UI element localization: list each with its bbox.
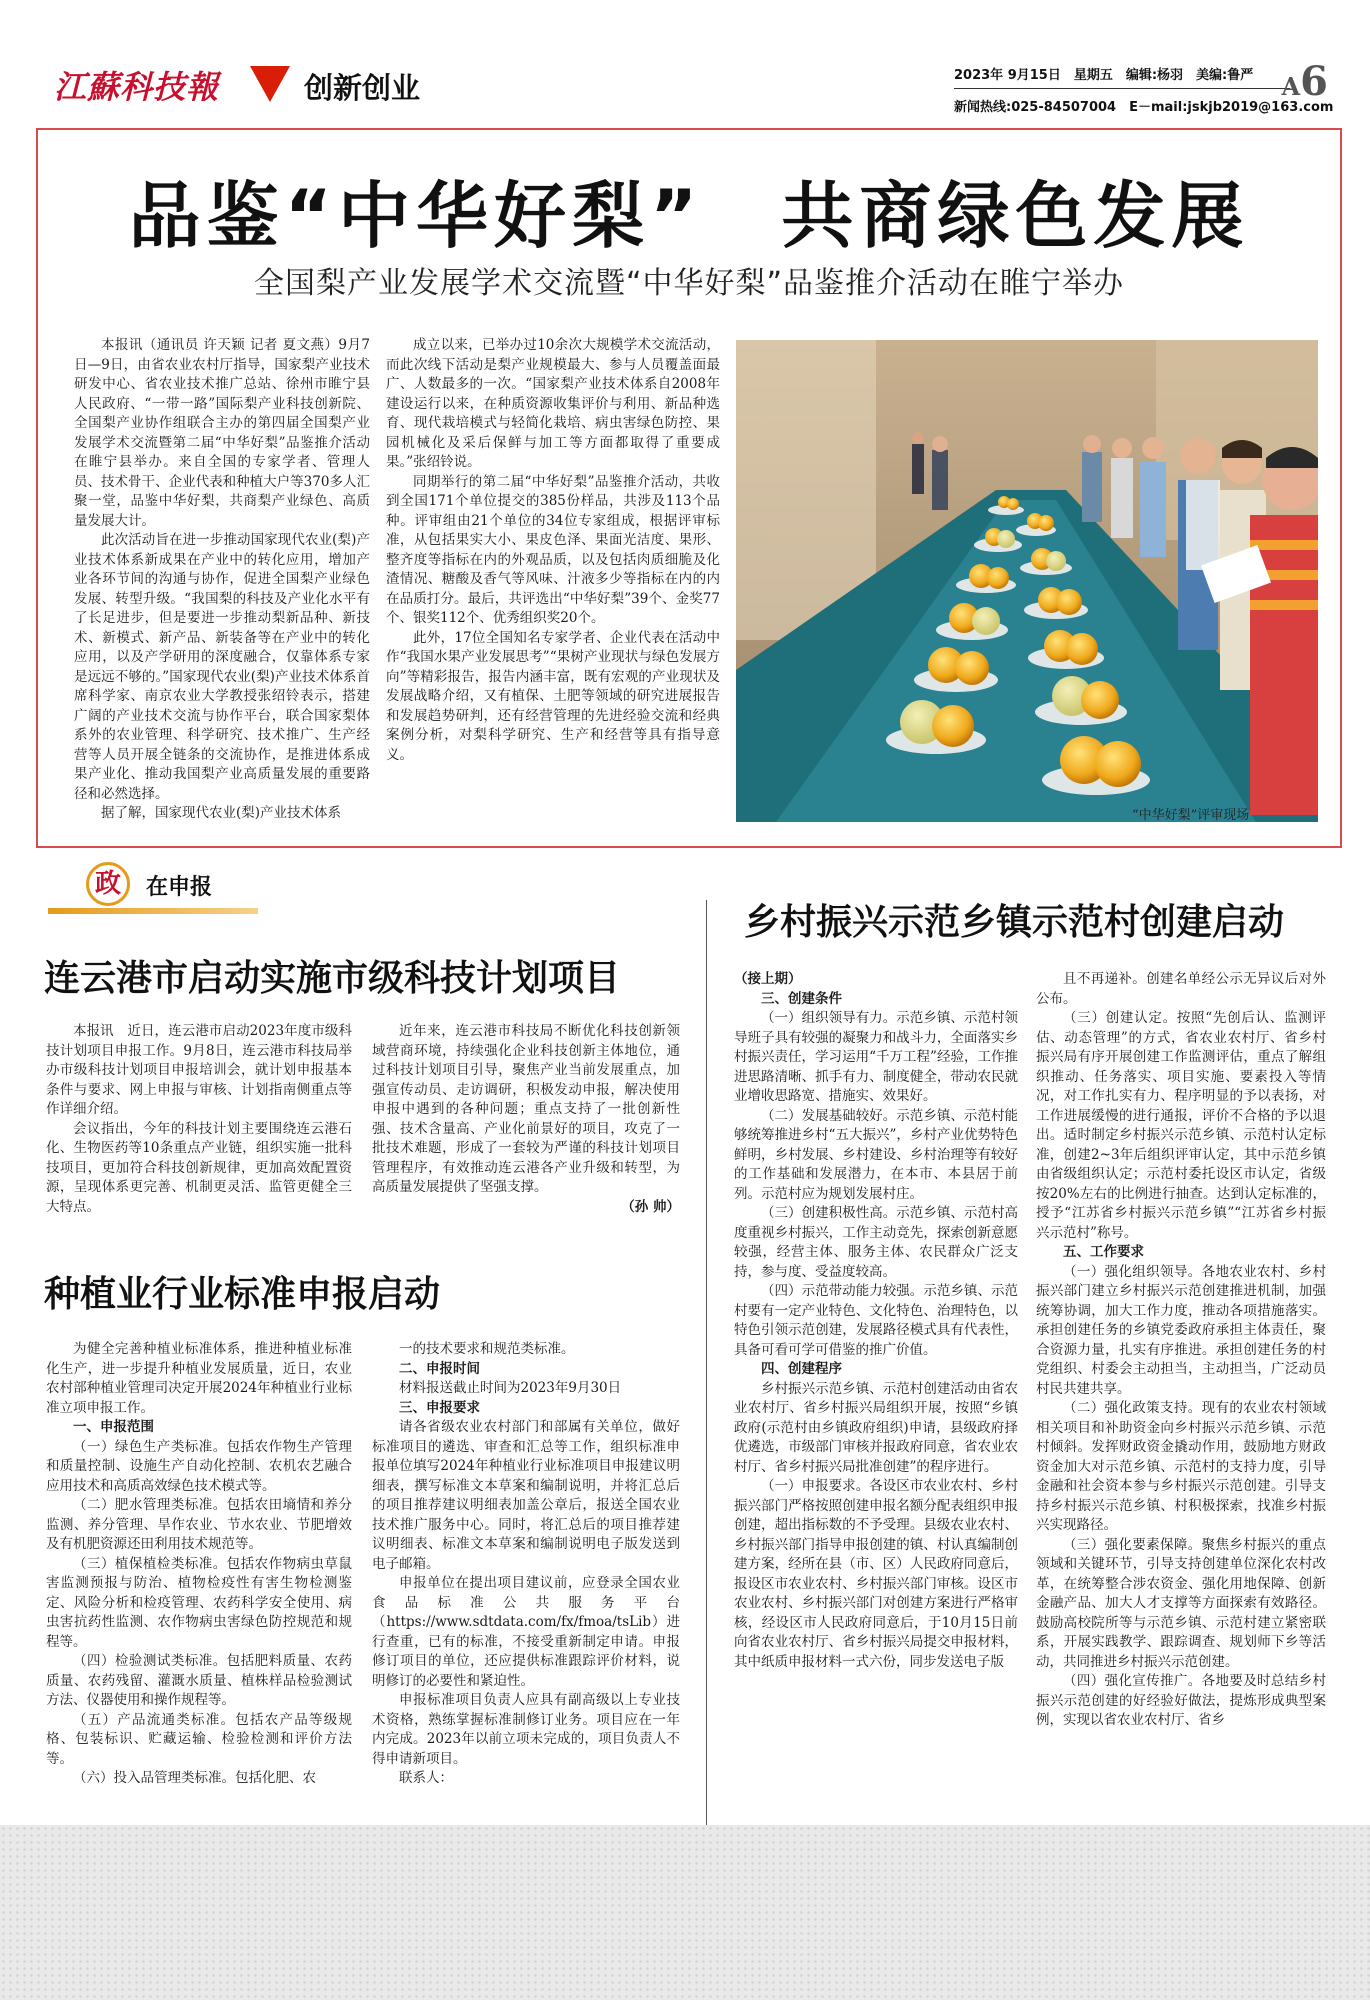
paragraph: （三）植保植检类标准。包括农作物病虫草鼠害监测预报与防治、植物检疫性有害生物检测鉴定、风险分析和检疫管理、农药科学安全使用、病虫害抗药性监测、农作物病虫害绿色防控规范和规程等。 [46,1555,352,1650]
column-badge [48,862,258,918]
paragraph: 为健全完善种植业标准体系，推进种植业标准化生产，进一步提升种植业发展质量，近日，农业农村部种植业管理司决定开展2024年种植业行业标准立项申报工作。 [46,1341,352,1416]
column-divider [706,900,707,1830]
paragraph: 申报标准项目负责人应具有副高级以上专业技术资格，熟练掌握标准制修订业务。项目应在一年内完成。2023年以前立项未完成的，项目负责人不得申请新项目。 [372,1692,680,1767]
paragraph: 同期举行的第二届“中华好梨”品鉴推介活动，共收到全国171个单位提交的385份样品，共涉及113个品种。评审组由21个单位的34位专家组成，根据评审标准，从包括果实大小、果皮色泽、果面光洁度、果形、整齐度等指标在内的外观品质，以及包括肉质细脆及化渣情况、糖酸及香气等风味、汁液多少等指标在内的内在品质打分。最后，共评选出“中华好梨”39个、金奖77个、银奖112个、优秀组织奖20个。 [386,473,720,626]
section-heading: 五、工作要求 [1063,1244,1144,1260]
page-number-digit: 6 [1300,58,1328,105]
paragraph: （一）绿色生产类标准。包括农作物生产管理和质量控制、设施生产自动化控制、农机农艺融合应用技术和高质高效绿色技术模式等。 [46,1438,352,1494]
paragraph: （一）强化组织领导。各地农业农村、乡村振兴部门建立乡村振兴示范创建推进机制，加强统筹协调，加大工作力度，推动各项措施落实。承担创建任务的乡镇党委政府承担主体责任，聚合资源力量，扎实有序推进。承担创建任务的村党组织、村委会主动担当，主动担当，广泛动员村民共建共享。 [1036,1263,1326,1397]
paragraph: （四）强化宣传推广。各地要及时总结乡村振兴示范创建的好经验好做法，提炼形成典型案例，实现以省农业农村厅、省乡 [1036,1673,1326,1728]
feature-article-box [36,128,1342,848]
page-letter: A [1281,72,1301,101]
feature-column-2 [386,336,720,822]
paragraph: 一的技术要求和规范类标准。 [399,1341,575,1357]
section-heading: 四、创建程序 [761,1361,842,1377]
paragraph: 材料报送截止时间为2023年9月30日 [399,1380,622,1396]
paragraph: （二）发展基础较好。示范乡镇、示范村能够统筹推进乡村“五大振兴”，乡村产业优势特色鲜明，乡村发展、乡村建设、乡村治理等有较好的工作基础和发展潜力，在本市、本县居于前列。示范村应为规划发展村庄。 [734,1107,1018,1202]
rural-headline: 乡村振兴示范乡镇示范村创建启动 [744,902,1285,943]
section-heading: 三、创建条件 [761,990,842,1007]
paragraph: 联系人： [399,1770,453,1786]
lyg-column-2 [372,1022,680,1230]
paper-name-logo: 江蘇科技報 [54,68,220,106]
paragraph: （三）创建积极性高。示范乡镇、示范村高度重视乡村振兴，工作主动竞先，探索创新意愿较强，经营主体、服务主体、农民群众广泛支持，参与度、受益度较高。 [734,1205,1018,1280]
pear-judging-illustration [736,340,1318,822]
date-editor-line: 2023年 9月15日 星期五 编辑:杨羽 美编:鲁严 [954,68,1254,83]
magnifier-icon: 政 [86,862,130,906]
page-number [1282,58,1328,105]
paragraph: 会议指出，今年的科技计划主要围绕连云港石化、生物医药等10条重点产业链，组织实施一批科技项目，更加符合科技创新规律，更加高效配置资源，呈现体系更完善、机制更灵活、监管更健全三大特点。 [46,1120,352,1215]
section-heading: 二、申报时间 [399,1360,480,1377]
section-heading: 一、申报范围 [73,1419,154,1435]
feature-subhead: 全国梨产业发展学术交流暨“中华好梨”品鉴推介活动在睢宁举办 [253,266,1125,301]
section-triangle-icon [250,66,290,102]
paragraph: （接上期） [734,971,802,987]
paragraph: （四）检验测试类标准。包括肥料质量、农药质量、农药残留、灌溉水质量、植株样品检验测试方法、仪器使用和操作规程等。 [46,1653,352,1708]
paragraph: 且不再递补。创建名单经公示无异议后对外公布。 [1036,971,1326,1007]
paragraph: （二）肥水管理类标准。包括农田墒情和养分监测、养分管理、旱作农业、节水农业、节肥增效及有机肥资源还田利用技术规范等。 [46,1497,352,1552]
paragraph: （三）创建认定。按照“先创后认、监测评估、动态管理”的方式，省农业农村厅、省乡村振兴局有序开展创建工作监测评估，重点了解组织推动、任务落实、项目实施、要素投入等情况，对工作扎实有力、程序明显的予以表扬，对工作进展缓慢的进行通报，评价不合格的予以退出。适时制定乡村振兴示范乡镇、示范村认定标准，创建2~3年后组织评审认定，其中示范乡镇由省级组织认定；示范村委托设区市认定，省级按20%左右的比例进行抽查。达到认定标准的，授予“江苏省乡村振兴示范乡镇”“江苏省乡村振兴示范村”称号。 [1036,1010,1326,1241]
paragraph: （六）投入品管理类标准。包括化肥、农 [73,1770,316,1786]
paragraph: 此次活动旨在进一步推动国家现代农业(梨)产业技术体系新成果在产业中的转化应用，增加产业各环节间的沟通与协作，促进全国梨产业绿色发展、转型升级。“我国梨的科技及产业化水平有了长足进步，但是要进一步推动梨新品种、新技术、新模式、新产品、新装备等在产业中的转化应用，以及产学研用的深度融合，仅靠体系专家是远远不够的。”国家现代农业(梨)产业技术体系首席科学家、南京农业大学教授张绍铃表示，搭建广阔的产业技术交流与协作平台，联合国家梨体系外的农业管理、科学研究、技术推广、生产经营等人员开展全链条的交流协作，是推进体系成果产业化、推动我国梨产业高质量发展的重要路径和必然选择。 [74,532,370,802]
meta-divider [954,88,1290,89]
masthead [48,58,1334,115]
paragraph: 成立以来，已举办过10余次大规模学术交流活动，而此次线下活动是梨产业规模最大、参与人员覆盖面最广、人数最多的一次。“国家梨产业技术体系自2008年建设运行以来，在种质资源收集评价与利用、新品种选育、现代栽培模式与轻简化栽培、病虫害绿色防控、果园机械化及采后保鲜与加工等方面都取得了重要成果。”张绍铃说。 [386,337,720,470]
lyg-column-1 [46,1022,352,1230]
paragraph: （二）强化政策支持。现有的农业农村领域相关项目和补助资金向乡村振兴示范乡镇、示范村倾斜。发挥财政资金撬动作用，鼓励地方财政资金加大对示范乡镇、示范村的支持力度，引导金融和社会资本参与乡村振兴示范创建。引导支持乡村振兴示范乡镇、村积极探索，找准乡村振兴实现路径。 [1036,1400,1326,1533]
paragraph: （三）强化要素保障。聚焦乡村振兴的重点领域和关键环节，引导支持创建单位深化农村改革，在统筹整合涉农资金、强化用地保障、创新金融产品、加大人才支撑等方面探索有效路径。鼓励高校院所等与示范乡镇、示范村建立紧密联系，开展实践教学、跟踪调查、规划师下乡等活动，共同推进乡村振兴示范创建。 [1036,1536,1326,1670]
badge-label: 在申报 [146,875,213,900]
section-heading: 三、申报要求 [399,1399,480,1416]
paragraph: （五）产品流通类标准。包括农产品等级规格、包装标识、贮藏运输、检验检测和评价方法等。 [46,1711,352,1767]
std-headline: 种植业行业标准申报启动 [44,1274,441,1315]
feature-headline: 品鉴“中华好梨” 共商绿色发展 [128,174,1250,258]
paragraph: 近年来，连云港市科技局不断优化科技创新领域营商环境，持续强化企业科技创新主体地位，通过科技计划项目引导，聚焦产业当前发展重点，加强宣传动员、走访调研，积极发动申报，解决使用申报中遇到的各种问题；重点支持了一批创新性强、技术含量高、产业化前景好的项目，攻克了一批技术难题，形成了一套较为严谨的科技计划项目管理程序，有效推动连云港各产业升级和转型，为高质量发展提供了坚强支撑。 [372,1023,680,1195]
paragraph: 请各省级农业农村部门和部属有关单位，做好标准项目的遴选、审查和汇总等工作，组织标准申报单位填写2024年种植业行业标准项目申报建议明细表，撰写标准文本草案和编制说明，并将汇总后的项目推荐建议明细表加盖公章后，报送全国农业技术推广服务中心。同时，将汇总后的项目推荐建议明细表、标准文本草案和编制说明电子版发送到电子邮箱。 [372,1419,680,1572]
page-footer-pattern [0,1825,1370,2000]
badge-underline [48,908,258,914]
paragraph: 本报讯 近日，连云港市启动2023年度市级科技计划项目申报工作。9月8日，连云港市科技局举办市级科技计划项目申报培训会，就计划申报基本条件与要求、网上申报与审核、计划指南侧重点等作详细介绍。 [46,1023,352,1117]
hotline-email-line: 新闻热线:025-84507004 E－mail:jskjb2019@163.com [954,100,1334,115]
pear-judging-photo [736,340,1318,822]
paragraph: （四）示范带动能力较强。示范乡镇、示范村要有一定产业特色、文化特色、治理特色，以特色引领示范创建，发展路径模式具有代表性，具备可看可学可借鉴的推广价值。 [734,1283,1018,1358]
std-column-1 [46,1340,352,1820]
paragraph: 此外，17位全国知名专家学者、企业代表在活动中作“我国水果产业发展思考”“果树产业现状与绿色发展方向”等精彩报告，报告内涵丰富，既有宏观的产业现状及发展战略介绍，又有植保、土肥等领域的研究进展报告和发展趋势研判，还有经营管理的先进经验交流和经典案例分析，对梨科学研究、生产和经营等具有指导意义。 [386,629,720,763]
section-name: 创新创业 [304,71,421,105]
paragraph: （一）组织领导有力。示范乡镇、示范村领导班子具有较强的凝聚力和战斗力，全面落实乡村振兴责任，学习运用“千万工程”经验，工作推进思路清晰、抓手有力、制度健全，带动农民就业增收思路宽、措施实、效果好。 [734,1010,1018,1104]
paragraph: 乡村振兴示范乡镇、示范村创建活动由省农业农村厅、省乡村振兴局组织开展，按照“乡镇政府(示范村由乡镇政府组织)申请，县级政府择优遴选，市级部门审核并报政府同意，省农业农村厅、省乡村振兴局批准创建”的程序进行。 [734,1380,1018,1475]
feature-column-1 [74,336,370,822]
paragraph: 申报单位在提出项目建议前，应登录全国农业食品标准公共服务平台（https://www.sdtdata.com/fx/fmoa/tsLib）进行查重，已有的标准，不接受重新制定申请。申报修订项目的单位，还应提供标准跟踪评价材料，说明修订的必要性和紧迫性。 [372,1575,680,1689]
paragraph: （一）申报要求。各设区市农业农村、乡村振兴部门严格按照创建申报名额分配表组织申报创建，超出指标数的不予受理。县级农业农村、乡村振兴部门指导申报创建的镇、村认真编制创建方案，经所在县（市、区）人民政府同意后，报设区市农业农村、乡村振兴部门审核。设区市农业农村、乡村振兴部门对创建方案进行严格审核，经设区市人民政府同意后，于10月15日前向省农业农村厅、省乡村振兴局提交申报材料，其中纸质申报材料一式六份，同步发送电子版 [734,1478,1018,1670]
rural-column-2 [1036,970,1326,1820]
paragraph: （孙 帅） [621,1198,680,1215]
std-column-2 [372,1340,680,1820]
lyg-headline: 连云港市启动实施市级科技计划项目 [44,958,621,999]
paragraph: 据了解，国家现代农业(梨)产业技术体系 [101,805,342,821]
rural-column-1 [734,970,1018,1820]
paragraph: 本报讯（通讯员 许天颖 记者 夏文燕）9月7日—9日，由省农业农村厅指导，国家梨产业技术研发中心、省农业技术推广总站、徐州市睢宁县人民政府、“一带一路”国际梨产业科技创新院、全国梨产业协作组联合主办的第四届全国梨产业发展学术交流暨第二届“中华好梨”品鉴推介活动在睢宁县举办。来自全国的专家学者、管理人员、技术骨干、企业代表和种植大户等370多人汇聚一堂，品鉴中华好梨，共商梨产业绿色、高质量发展大计。 [74,337,370,529]
photo-caption: “中华好梨”评审现场 [1132,808,1250,823]
